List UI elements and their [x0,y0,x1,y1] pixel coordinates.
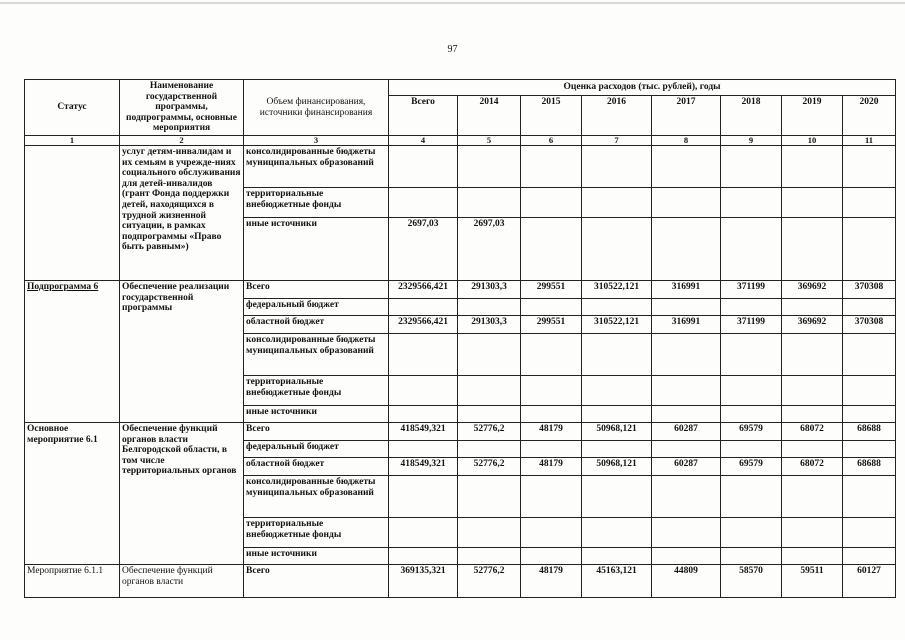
amount-2014: 291303,3 [458,316,521,334]
amount-2017 [652,441,721,458]
financing-source: территориальные внебюджетные фонды [244,376,389,406]
amount-2016 [582,218,652,281]
financing-source: Всего [244,281,389,299]
amount-2016 [582,188,652,218]
amount-2020: 68688 [843,423,896,441]
amount-2016 [582,406,652,423]
amount-2019: 59511 [782,565,843,598]
amount-2018 [721,548,782,565]
amount-2016 [582,299,652,316]
amount-2017 [652,146,721,188]
amount-2019 [782,518,843,548]
amount-2020 [843,334,896,376]
amount-2019 [782,406,843,423]
amount-2014 [458,441,521,458]
amount-2020 [843,218,896,281]
amount-2017 [652,476,721,518]
amount-2019 [782,218,843,281]
amount-2019 [782,441,843,458]
table-row [25,423,896,441]
amount-total: 2697,03 [389,218,458,281]
financing-source: иные источники [244,548,389,565]
amount-total [389,476,458,518]
amount-2020 [843,376,896,406]
amount-total: 418549,321 [389,423,458,441]
amount-2017 [652,518,721,548]
row-status [25,146,120,281]
header-year-2016: 2016 [582,96,652,136]
column-number: 9 [721,136,782,146]
amount-2015 [521,188,582,218]
amount-2020 [843,188,896,218]
column-number-row [25,136,896,146]
amount-2016 [582,334,652,376]
amount-total [389,518,458,548]
amount-2015: 48179 [521,458,582,476]
amount-2017: 316991 [652,281,721,299]
budget-table [24,79,896,598]
column-number: 6 [521,136,582,146]
amount-2018: 58570 [721,565,782,598]
amount-2015: 48179 [521,565,582,598]
amount-2014 [458,376,521,406]
amount-2015 [521,299,582,316]
table-row [25,281,896,299]
amount-2016 [582,441,652,458]
amount-2014: 52776,2 [458,565,521,598]
amount-2020 [843,406,896,423]
amount-2015 [521,548,582,565]
amount-2014 [458,334,521,376]
column-number: 8 [652,136,721,146]
table-body [25,146,896,598]
header-year-total: Всего [389,96,458,136]
amount-total: 2329566,421 [389,316,458,334]
financing-source: территориальные внебюджетные фонды [244,518,389,548]
amount-total: 2329566,421 [389,281,458,299]
amount-2014 [458,146,521,188]
amount-2014 [458,518,521,548]
row-status: Основное мероприятие 6.1 [25,423,120,565]
column-number: 7 [582,136,652,146]
amount-2020: 68688 [843,458,896,476]
amount-2019 [782,376,843,406]
amount-2018: 371199 [721,316,782,334]
amount-2018 [721,441,782,458]
amount-2020 [843,548,896,565]
amount-2020 [843,518,896,548]
amount-2015 [521,476,582,518]
amount-2017 [652,218,721,281]
amount-2015: 48179 [521,423,582,441]
header-year-2015: 2015 [521,96,582,136]
row-program-name: Обеспечение функций органов власти Белгородской области, в том числе территориальных органов [120,423,244,565]
amount-2017 [652,188,721,218]
amount-2020 [843,146,896,188]
row-status: Мероприятие 6.1.1 [25,565,120,598]
amount-2016 [582,548,652,565]
amount-2020: 60127 [843,565,896,598]
amount-2018 [721,334,782,376]
amount-2019 [782,299,843,316]
row-program-name: Обеспечение функций органов власти [120,565,244,598]
amount-total [389,188,458,218]
financing-source: консолидированные бюджеты муниципальных образований [244,334,389,376]
column-number: 5 [458,136,521,146]
amount-2019 [782,548,843,565]
amount-2018 [721,518,782,548]
amount-2017: 44809 [652,565,721,598]
amount-2014: 52776,2 [458,423,521,441]
amount-2016: 50968,121 [582,423,652,441]
header-year-2019: 2019 [782,96,843,136]
amount-2019: 68072 [782,423,843,441]
amount-2016: 50968,121 [582,458,652,476]
column-number: 10 [782,136,843,146]
financing-source: консолидированные бюджеты муниципальных образований [244,146,389,188]
column-number: 3 [244,136,389,146]
row-program-name: услуг детям-инвалидам и их семьям в учрежде-ниях социального обслуживания для детей-инвалидов (грант Фонда поддержки детей, находящихся в трудной жизненной ситуации, в рамках подпрограммы «Право быть равным») [120,146,244,281]
amount-2018: 69579 [721,423,782,441]
financing-source: территориальные внебюджетные фонды [244,188,389,218]
amount-2016: 45163,121 [582,565,652,598]
financing-source: консолидированные бюджеты муниципальных образований [244,476,389,518]
column-number: 11 [843,136,896,146]
amount-2015: 299551 [521,281,582,299]
header-name: Наименование государственной программы, подпрограммы, основные мероприятия [120,80,244,136]
amount-2018 [721,188,782,218]
financing-source: федеральный бюджет [244,299,389,316]
amount-total: 418549,321 [389,458,458,476]
amount-2020 [843,476,896,518]
amount-2015 [521,218,582,281]
amount-2019: 68072 [782,458,843,476]
amount-total [389,299,458,316]
header-row-1 [25,80,896,96]
amount-2015 [521,376,582,406]
amount-2016 [582,518,652,548]
amount-total: 369135,321 [389,565,458,598]
header-financing: Объем финансирования, источники финансирования [244,80,389,136]
amount-2017 [652,334,721,376]
amount-2017 [652,376,721,406]
amount-2015 [521,406,582,423]
page-number: 97 [447,44,458,55]
header-year-2014: 2014 [458,96,521,136]
amount-2014 [458,188,521,218]
amount-2017 [652,548,721,565]
top-scan-line [0,2,905,4]
amount-2020 [843,441,896,458]
amount-2016: 310522,121 [582,316,652,334]
financing-source: Всего [244,423,389,441]
table-row [25,565,896,598]
amount-2018 [721,146,782,188]
header-year-2017: 2017 [652,96,721,136]
amount-2016 [582,376,652,406]
header-year-2020: 2020 [843,96,896,136]
amount-2017 [652,299,721,316]
financing-source: областной бюджет [244,458,389,476]
table-row [25,146,896,188]
header-status: Статус [25,80,120,136]
amount-2014 [458,406,521,423]
financing-source: Всего [244,565,389,598]
amount-2017: 316991 [652,316,721,334]
amount-2017: 60287 [652,423,721,441]
amount-2015 [521,334,582,376]
amount-2014: 2697,03 [458,218,521,281]
amount-2015 [521,441,582,458]
amount-2018: 371199 [721,281,782,299]
amount-2018 [721,299,782,316]
amount-2019 [782,146,843,188]
amount-2019: 369692 [782,316,843,334]
amount-2019 [782,334,843,376]
amount-2014 [458,548,521,565]
amount-2018 [721,218,782,281]
amount-total [389,334,458,376]
row-program-name: Обеспечение реализации государственной программы [120,281,244,423]
financing-source: федеральный бюджет [244,441,389,458]
amount-2017: 60287 [652,458,721,476]
amount-2015 [521,146,582,188]
amount-2018 [721,406,782,423]
amount-2014: 52776,2 [458,458,521,476]
amount-2018 [721,376,782,406]
amount-total [389,441,458,458]
amount-2018: 69579 [721,458,782,476]
amount-total [389,146,458,188]
amount-2017 [652,406,721,423]
amount-2014 [458,299,521,316]
amount-total [389,406,458,423]
amount-2020: 370308 [843,281,896,299]
column-number: 2 [120,136,244,146]
amount-2014 [458,476,521,518]
amount-2016 [582,146,652,188]
amount-2019 [782,476,843,518]
financing-source: иные источники [244,406,389,423]
amount-2015 [521,518,582,548]
amount-2019 [782,188,843,218]
amount-2020 [843,299,896,316]
header-year-2018: 2018 [721,96,782,136]
amount-2020: 370308 [843,316,896,334]
amount-2016 [582,476,652,518]
header-estimate: Оценка расходов (тыс. рублей), годы [389,80,896,96]
column-number: 1 [25,136,120,146]
amount-2014: 291303,3 [458,281,521,299]
amount-total [389,548,458,565]
amount-total [389,376,458,406]
amount-2019: 369692 [782,281,843,299]
amount-2015: 299551 [521,316,582,334]
financing-source: областной бюджет [244,316,389,334]
amount-2018 [721,476,782,518]
financing-source: иные источники [244,218,389,281]
column-number: 4 [389,136,458,146]
row-status: Подпрограмма 6 [25,281,120,423]
amount-2016: 310522,121 [582,281,652,299]
